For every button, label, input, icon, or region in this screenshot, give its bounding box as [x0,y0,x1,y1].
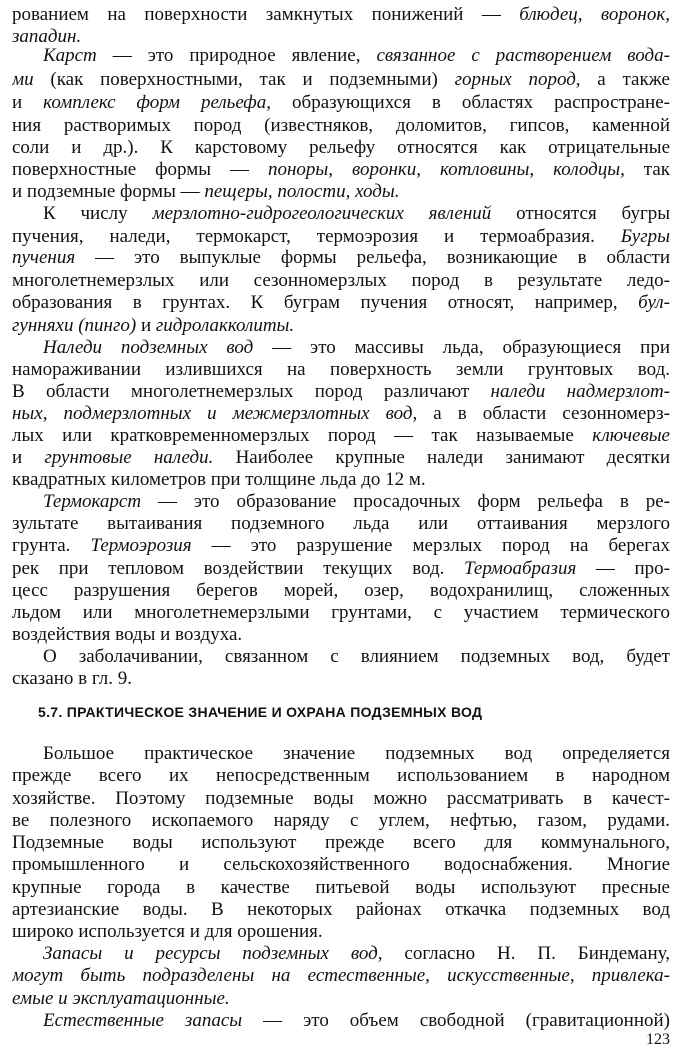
text-run: О заболачивании, связанном с влиянием подземных вод, будет [43,646,670,667]
text-line [12,765,670,787]
text-line [12,270,670,292]
text-run: и [12,92,44,113]
text-run: зультате вытаивания подземного льда или оттаивания мерзлого [12,513,670,534]
italic-term: емые и эксплуатационные. [12,988,230,1009]
text-run: грунта. [12,535,91,556]
text-line [12,788,670,810]
italic-term: Термоэрозия [90,535,192,556]
text-run: лых или кратковременномерзлых пород — так называемые [12,425,593,446]
italic-term: ми [12,69,34,90]
italic-term: Карст [43,45,97,66]
text-run: — это массивы льда, образующиеся при [253,337,670,358]
italic-term: наледи надмерзлот- [490,381,670,402]
text-line [12,159,670,181]
text-run: — это образование просадочных форм рельефа в ре- [141,491,670,512]
italic-term: Бугры [620,226,670,247]
text-run: соли и др.). К карстовому рельефу относятся как отрицательные [12,137,670,158]
text-line [12,877,670,899]
text-run: сказано в гл. 9. [12,668,132,689]
text-run: ве полезного ископаемого наряду с углем, нефтью, газом, рудами. [12,810,670,831]
text-line [43,743,670,765]
italic-term: Запасы и ресурсы подземных вод, [43,943,383,964]
text-run: относятся бугры [491,203,670,224]
text-line [12,899,670,921]
text-line [43,45,670,67]
italic-term: Термокарст [43,491,142,512]
italic-term: Наледи подземных вод [43,337,254,358]
page-number: 123 [646,1031,670,1048]
italic-term: гидролакколиты. [155,315,295,336]
text-run: цесс разрушения берегов морей, озер, водохранилищ, сложенных [12,580,670,601]
text-run: Наиболее крупные наледи занимают десятки [213,447,670,468]
text-run: образующихся в областях распростране- [271,92,670,113]
text-run: намораживании излившихся на поверхность земли грунтовых вод. [12,359,670,380]
text-line [12,447,670,469]
text-line [12,469,670,491]
text-run: образования в грунтах. К буграм пучения относят, например, [12,292,639,313]
text-run: крупные города в качестве питьевой воды используют пресные [12,877,670,898]
text-line [12,92,670,114]
text-line [12,832,670,854]
italic-term: Термоабразия [464,558,577,579]
italic-term: гунняхи (пинго) [12,315,137,336]
text-line [12,535,670,557]
italic-term: комплекс форм рельефа, [43,92,272,113]
text-line [12,247,670,269]
text-line [12,115,670,137]
text-run: В области многолетнемерзлых пород различают [12,381,491,402]
text-run: квадратных километров при толщине льда до 12 м. [12,469,426,490]
text-line [12,181,670,203]
text-run: — про- [576,558,670,579]
text-run: — это разрушение мерзлых пород на берегах [191,535,670,556]
text-run: Подземные воды используют прежде всего для коммунального, [12,832,670,853]
text-line [12,988,670,1010]
text-run: артезианские воды. В некоторых районах откачка подземных вод [12,899,670,920]
italic-term: западин. [12,26,82,47]
italic-term: ключевые [592,425,670,446]
italic-term: пучения [12,247,76,268]
italic-term: горных пород, [454,69,581,90]
text-run: К числу [43,203,153,224]
text-run: прежде всего их непосредственным использованием в народном [12,765,670,786]
text-run: — это выпуклые формы рельефа, возникающие в области [75,247,670,268]
text-line [12,226,670,248]
text-line [43,337,670,359]
text-line [12,558,670,580]
italic-term: блюдец, воронок, [519,4,670,25]
text-run: многолетнемерзлых или сезонномерзлых пород в результате ледо- [12,270,670,291]
text-line [12,810,670,832]
text-line [12,513,670,535]
text-line [12,403,670,425]
text-line [12,4,670,26]
text-run: так [624,159,670,180]
text-run: воздействия воды и воздуха. [12,624,243,645]
italic-term: могут быть подразделены на естественные, искусственные, привлека- [12,965,670,986]
italic-term: связанное с растворением вода- [376,45,670,66]
text-run: и [136,315,156,336]
text-run: промышленного и сельскохозяйственного водоснабжения. Многие [12,854,670,875]
text-line [12,425,670,447]
text-line [12,668,670,690]
section-heading: 5.7. ПРАКТИЧЕСКОЕ ЗНАЧЕНИЕ И ОХРАНА ПОДЗЕМНЫХ ВОД [38,704,483,720]
text-line [12,624,670,646]
text-run: Большое практическое значение подземных вод определяется [43,743,670,764]
text-run: — это природное явление, [96,45,377,66]
italic-term: пещеры, полости, ходы. [204,181,400,202]
text-run: а также [580,69,670,90]
text-line [12,292,670,314]
italic-term: поноры, воронки, котловины, колодцы, [267,159,625,180]
text-run: и [12,447,45,468]
text-line [12,965,670,987]
italic-term: мерзлотно-гидрогеологических явлений [152,203,492,224]
text-line [43,646,670,668]
text-line [12,69,670,91]
text-line [43,203,670,225]
text-run: поверхностные формы — [12,159,268,180]
text-line [12,580,670,602]
text-run: хозяйстве. Поэтому подземные воды можно рассматривать в качест- [12,788,670,809]
italic-term: Естественные запасы [43,1010,243,1031]
text-line [12,137,670,159]
text-line [12,854,670,876]
text-line [12,315,670,337]
text-run: и подземные формы — [12,181,205,202]
text-run: рек при тепловом воздействии текущих вод. [12,558,464,579]
text-run: (как поверхностными, так и подземными) [33,69,455,90]
text-run: льдом или многолетнемерзлыми грунтами, с участием термического [12,602,670,623]
text-run: — это объем свободной (гравитационной) [242,1010,670,1031]
text-line [12,602,670,624]
text-line [43,1010,670,1032]
text-line [12,359,670,381]
text-run: рованием на поверхности замкнутых понижений — [12,4,520,25]
text-run: а в области сезонномерз- [417,403,670,424]
text-run: широко используется и для орошения. [12,921,323,942]
text-line [12,381,670,403]
italic-term: ных, подмерзлотных и межмерзлотных вод, [12,403,418,424]
text-run: согласно Н. П. Биндеману, [382,943,670,964]
text-run: пучения, наледи, термокарст, термоэрозия и термоабразия. [12,226,621,247]
italic-term: грунтовые наледи. [44,447,214,468]
text-run: ния растворимых пород (известняков, доломитов, гипсов, каменной [12,115,670,136]
text-line [43,491,670,513]
italic-term: бул- [638,292,670,313]
text-line [12,921,670,943]
text-line [43,943,670,965]
